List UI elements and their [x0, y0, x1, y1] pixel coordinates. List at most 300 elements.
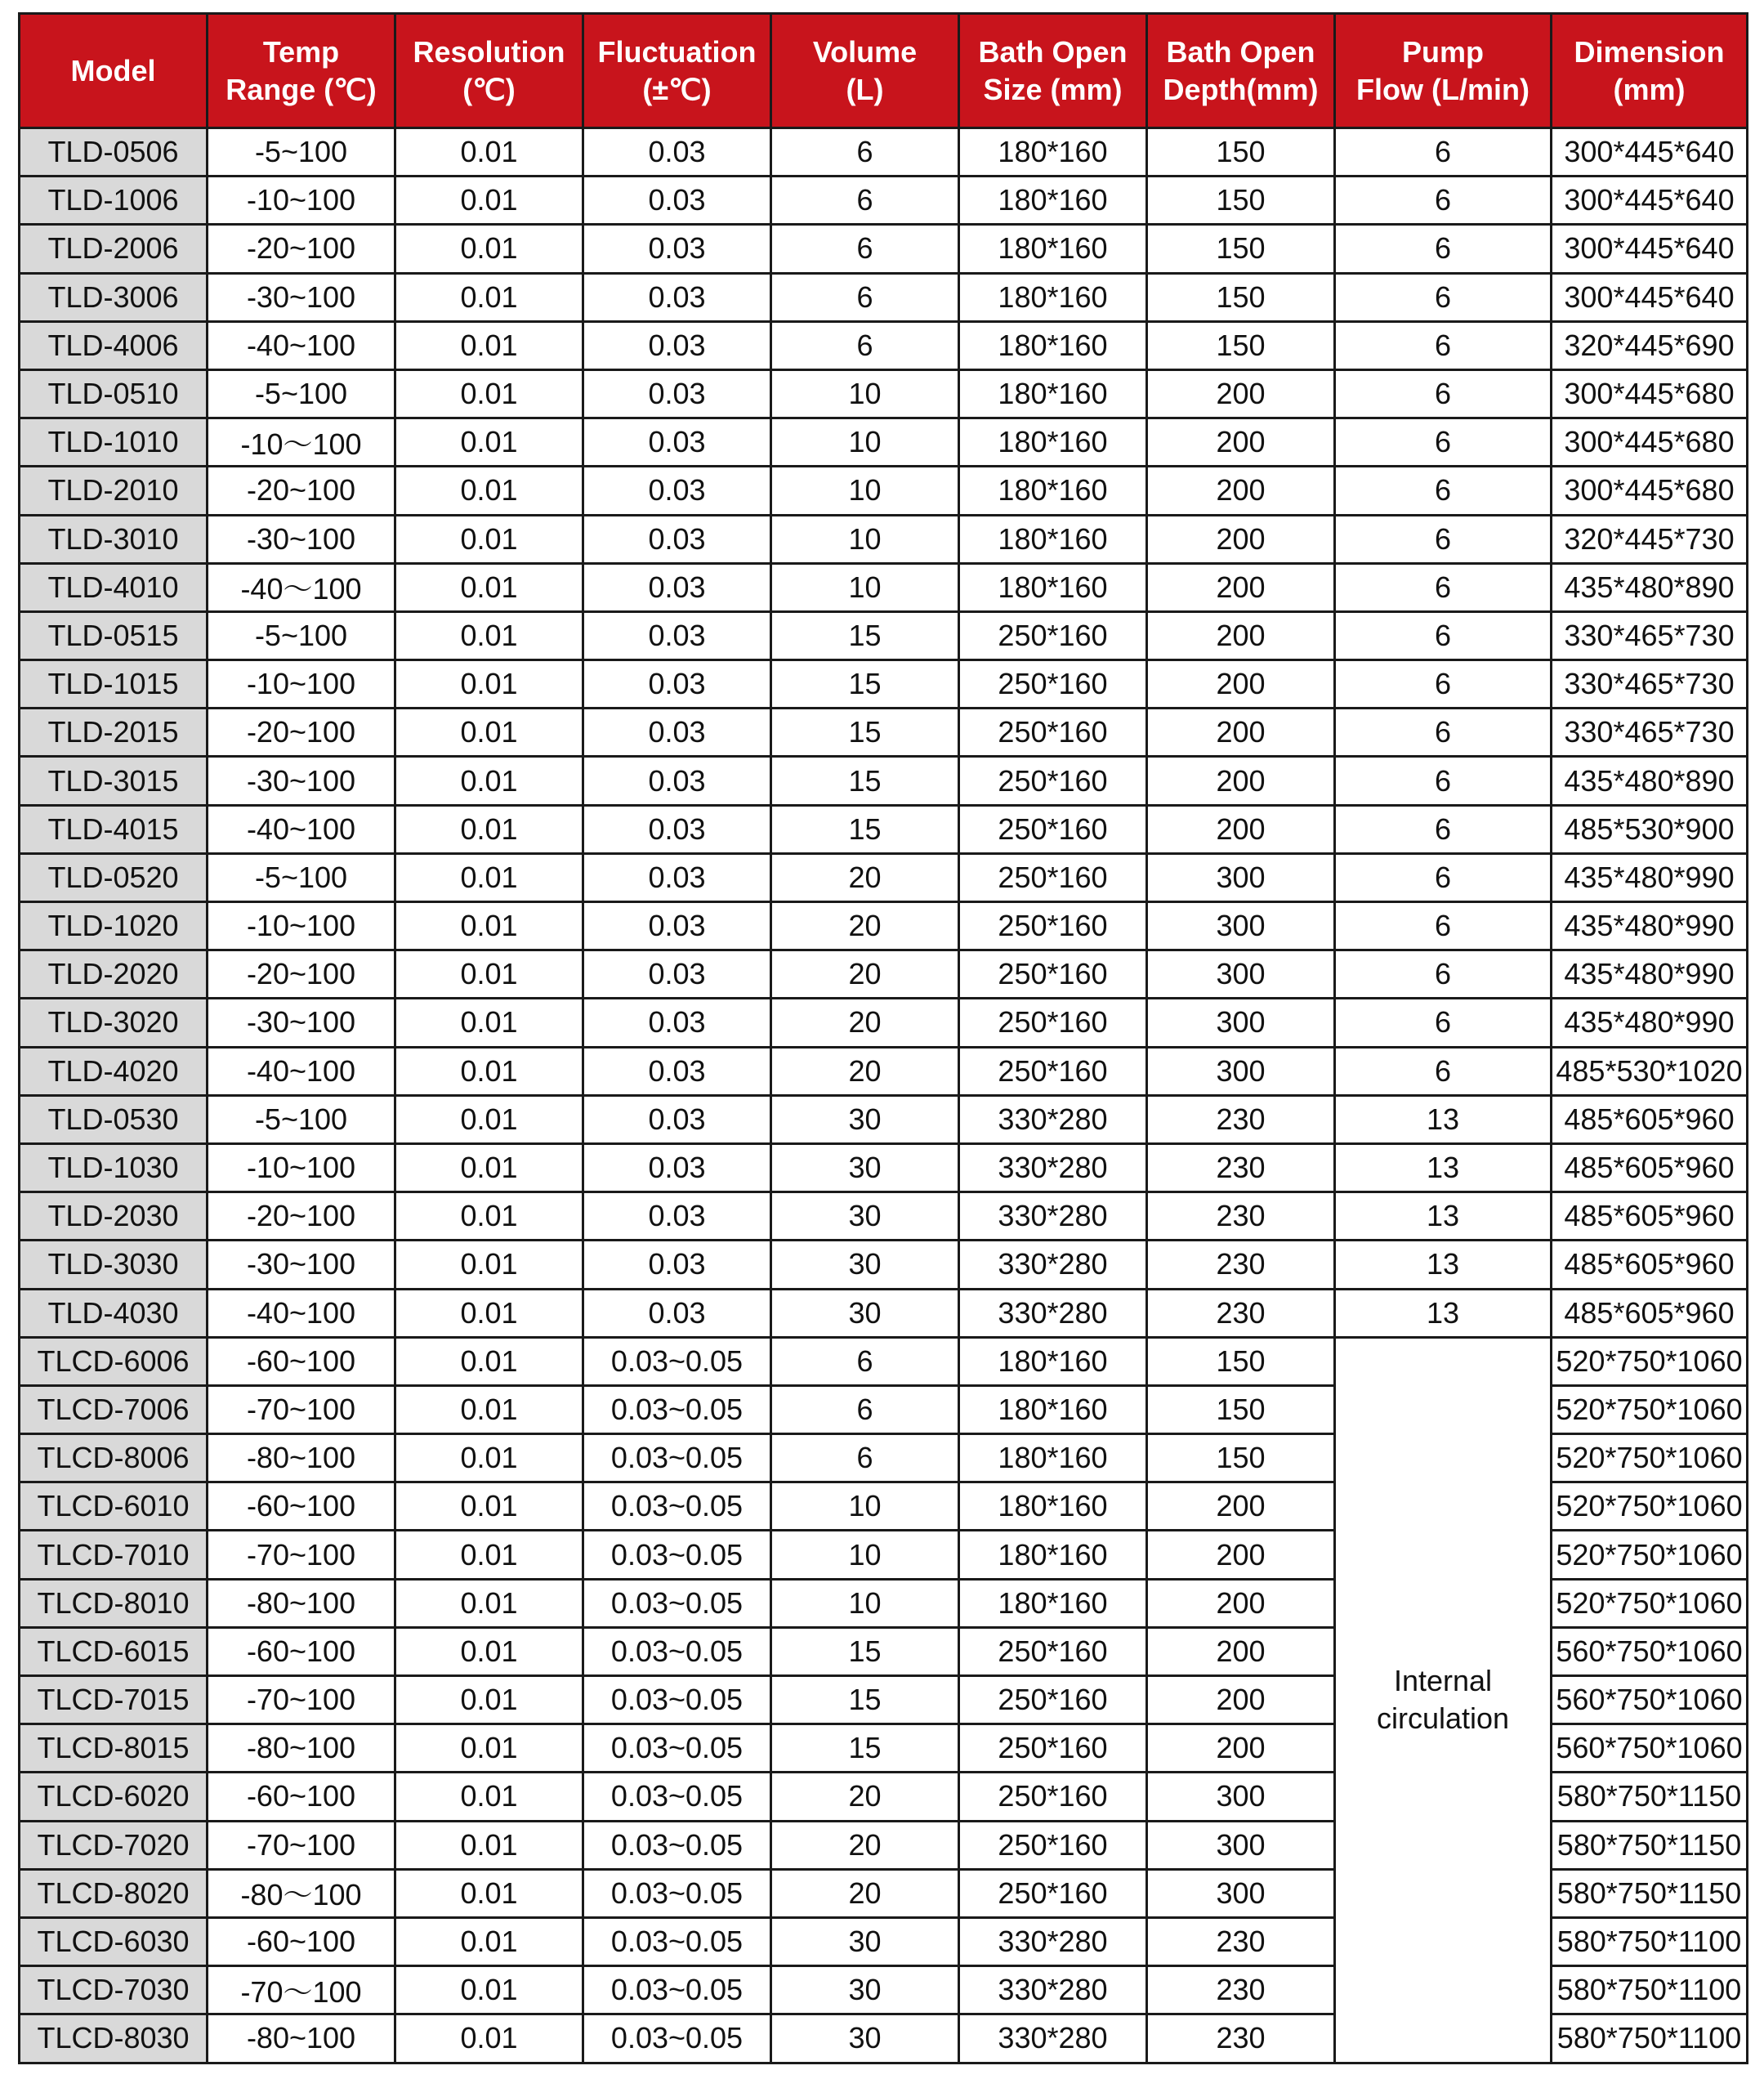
cell-fluctuation: 0.03	[583, 805, 771, 853]
cell-model: TLCD-6006	[20, 1337, 208, 1385]
cell-dimension: 300*445*640	[1552, 273, 1748, 321]
cell-bath-open-depth: 230	[1147, 1241, 1335, 1289]
cell-dimension: 560*750*1060	[1552, 1676, 1748, 1724]
cell-volume: 20	[771, 902, 959, 950]
cell-temp-range: -60~100	[208, 1482, 395, 1531]
cell-fluctuation: 0.03	[583, 1095, 771, 1143]
cell-bath-open-size: 180*160	[959, 369, 1147, 418]
table-row	[20, 660, 1748, 709]
cell-model: TLCD-7030	[20, 1966, 208, 2014]
cell-dimension: 300*445*640	[1552, 128, 1748, 177]
cell-bath-open-size: 250*160	[959, 660, 1147, 709]
cell-bath-open-depth: 200	[1147, 418, 1335, 467]
cell-dimension: 300*445*680	[1552, 467, 1748, 515]
cell-bath-open-size: 330*280	[959, 1241, 1147, 1289]
cell-model: TLD-3015	[20, 757, 208, 805]
cell-bath-open-depth: 150	[1147, 1337, 1335, 1385]
cell-volume: 6	[771, 177, 959, 225]
cell-dimension: 485*605*960	[1552, 1192, 1748, 1241]
cell-volume: 30	[771, 1192, 959, 1241]
cell-dimension: 330*465*730	[1552, 709, 1748, 757]
cell-volume: 20	[771, 1047, 959, 1095]
cell-bath-open-size: 180*160	[959, 1337, 1147, 1385]
cell-resolution: 0.01	[395, 273, 583, 321]
cell-fluctuation: 0.03	[583, 902, 771, 950]
cell-fluctuation: 0.03	[583, 467, 771, 515]
cell-fluctuation: 0.03~0.05	[583, 1385, 771, 1433]
header-temp-range: Temp Range (℃)	[208, 14, 395, 128]
cell-dimension: 520*750*1060	[1552, 1531, 1748, 1579]
cell-volume: 10	[771, 1531, 959, 1579]
cell-model: TLD-1020	[20, 902, 208, 950]
cell-bath-open-depth: 150	[1147, 1434, 1335, 1482]
cell-resolution: 0.01	[395, 515, 583, 563]
cell-volume: 10	[771, 515, 959, 563]
cell-resolution: 0.01	[395, 1531, 583, 1579]
header-fluctuation: Fluctuation (±℃)	[583, 14, 771, 128]
cell-volume: 15	[771, 1627, 959, 1675]
cell-temp-range: -20~100	[208, 1192, 395, 1241]
cell-volume: 10	[771, 1579, 959, 1627]
cell-bath-open-size: 180*160	[959, 418, 1147, 467]
cell-bath-open-depth: 150	[1147, 128, 1335, 177]
cell-bath-open-size: 180*160	[959, 225, 1147, 273]
cell-fluctuation: 0.03	[583, 1289, 771, 1337]
table-row	[20, 128, 1748, 177]
cell-bath-open-depth: 300	[1147, 1047, 1335, 1095]
cell-temp-range: -60~100	[208, 1773, 395, 1821]
cell-fluctuation: 0.03~0.05	[583, 1821, 771, 1869]
cell-bath-open-size: 330*280	[959, 1192, 1147, 1241]
table-row	[20, 1095, 1748, 1143]
cell-bath-open-depth: 200	[1147, 1724, 1335, 1773]
cell-volume: 30	[771, 1966, 959, 2014]
cell-temp-range: -40~100	[208, 805, 395, 853]
cell-fluctuation: 0.03~0.05	[583, 1917, 771, 1965]
cell-volume: 15	[771, 709, 959, 757]
table-row	[20, 177, 1748, 225]
cell-bath-open-depth: 300	[1147, 999, 1335, 1047]
cell-temp-range: -80~100	[208, 1434, 395, 1482]
cell-model: TLD-0510	[20, 369, 208, 418]
cell-bath-open-size: 250*160	[959, 1676, 1147, 1724]
cell-bath-open-depth: 150	[1147, 1385, 1335, 1433]
cell-fluctuation: 0.03~0.05	[583, 1482, 771, 1531]
cell-temp-range: -20~100	[208, 225, 395, 273]
cell-temp-range: -10~100	[208, 177, 395, 225]
cell-temp-range: -40～100	[208, 563, 395, 611]
cell-bath-open-depth: 150	[1147, 321, 1335, 369]
cell-resolution: 0.01	[395, 902, 583, 950]
cell-bath-open-size: 250*160	[959, 1627, 1147, 1675]
cell-temp-range: -80~100	[208, 2014, 395, 2063]
cell-pump-flow: 13	[1335, 1095, 1552, 1143]
cell-temp-range: -30~100	[208, 515, 395, 563]
cell-temp-range: -70~100	[208, 1531, 395, 1579]
cell-model: TLD-3020	[20, 999, 208, 1047]
cell-pump-flow: 6	[1335, 709, 1552, 757]
cell-dimension: 330*465*730	[1552, 611, 1748, 659]
cell-volume: 20	[771, 853, 959, 901]
cell-model: TLCD-8015	[20, 1724, 208, 1773]
cell-fluctuation: 0.03~0.05	[583, 1676, 771, 1724]
spec-table	[18, 12, 1748, 2064]
cell-dimension: 580*750*1150	[1552, 1773, 1748, 1821]
table-row	[20, 1143, 1748, 1192]
cell-resolution: 0.01	[395, 418, 583, 467]
cell-bath-open-depth: 300	[1147, 902, 1335, 950]
cell-bath-open-depth: 230	[1147, 1966, 1335, 2014]
cell-dimension: 435*480*990	[1552, 950, 1748, 999]
cell-bath-open-depth: 200	[1147, 611, 1335, 659]
cell-resolution: 0.01	[395, 1579, 583, 1627]
cell-temp-range: -30~100	[208, 273, 395, 321]
cell-volume: 6	[771, 128, 959, 177]
cell-resolution: 0.01	[395, 709, 583, 757]
cell-bath-open-size: 180*160	[959, 128, 1147, 177]
cell-dimension: 580*750*1100	[1552, 1966, 1748, 2014]
cell-volume: 15	[771, 757, 959, 805]
cell-bath-open-depth: 300	[1147, 1773, 1335, 1821]
cell-bath-open-size: 250*160	[959, 950, 1147, 999]
cell-volume: 6	[771, 321, 959, 369]
cell-pump-flow: 6	[1335, 369, 1552, 418]
cell-dimension: 560*750*1060	[1552, 1724, 1748, 1773]
cell-volume: 15	[771, 1724, 959, 1773]
cell-bath-open-depth: 200	[1147, 467, 1335, 515]
cell-bath-open-depth: 200	[1147, 1676, 1335, 1724]
cell-volume: 20	[771, 1821, 959, 1869]
cell-bath-open-size: 180*160	[959, 273, 1147, 321]
cell-pump-flow: 6	[1335, 177, 1552, 225]
cell-temp-range: -40~100	[208, 1289, 395, 1337]
cell-dimension: 560*750*1060	[1552, 1627, 1748, 1675]
cell-model: TLCD-6030	[20, 1917, 208, 1965]
table-row	[20, 1337, 1748, 1385]
cell-fluctuation: 0.03	[583, 225, 771, 273]
cell-resolution: 0.01	[395, 805, 583, 853]
cell-bath-open-size: 180*160	[959, 563, 1147, 611]
cell-fluctuation: 0.03~0.05	[583, 1434, 771, 1482]
table-row	[20, 902, 1748, 950]
cell-dimension: 580*750*1100	[1552, 2014, 1748, 2063]
cell-bath-open-depth: 200	[1147, 563, 1335, 611]
cell-bath-open-depth: 200	[1147, 1531, 1335, 1579]
cell-bath-open-depth: 150	[1147, 273, 1335, 321]
cell-dimension: 485*605*960	[1552, 1241, 1748, 1289]
cell-volume: 20	[771, 1773, 959, 1821]
cell-dimension: 300*445*640	[1552, 177, 1748, 225]
header-bath-open-size: Bath Open Size (mm)	[959, 14, 1147, 128]
table-row	[20, 805, 1748, 853]
cell-bath-open-depth: 200	[1147, 757, 1335, 805]
cell-temp-range: -5~100	[208, 853, 395, 901]
cell-internal-circulation	[1335, 1337, 1552, 2063]
cell-model: TLD-1015	[20, 660, 208, 709]
table-row	[20, 757, 1748, 805]
cell-bath-open-size: 180*160	[959, 515, 1147, 563]
cell-bath-open-depth: 150	[1147, 225, 1335, 273]
cell-dimension: 300*445*680	[1552, 369, 1748, 418]
cell-resolution: 0.01	[395, 1337, 583, 1385]
cell-temp-range: -60~100	[208, 1337, 395, 1385]
cell-model: TLD-4020	[20, 1047, 208, 1095]
cell-bath-open-size: 330*280	[959, 2014, 1147, 2063]
table-row	[20, 321, 1748, 369]
table-body	[20, 128, 1748, 2063]
cell-volume: 6	[771, 1337, 959, 1385]
cell-bath-open-depth: 200	[1147, 1482, 1335, 1531]
header-dimension: Dimension (mm)	[1552, 14, 1748, 128]
cell-volume: 20	[771, 999, 959, 1047]
cell-fluctuation: 0.03	[583, 563, 771, 611]
cell-fluctuation: 0.03	[583, 515, 771, 563]
cell-temp-range: -10~100	[208, 902, 395, 950]
cell-model: TLCD-7010	[20, 1531, 208, 1579]
cell-pump-flow: 6	[1335, 321, 1552, 369]
cell-resolution: 0.01	[395, 660, 583, 709]
header-resolution: Resolution (℃)	[395, 14, 583, 128]
cell-resolution: 0.01	[395, 1482, 583, 1531]
table-row	[20, 1289, 1748, 1337]
cell-pump-flow: 6	[1335, 1047, 1552, 1095]
cell-dimension: 320*445*730	[1552, 515, 1748, 563]
cell-resolution: 0.01	[395, 177, 583, 225]
cell-dimension: 485*605*960	[1552, 1143, 1748, 1192]
cell-bath-open-depth: 200	[1147, 369, 1335, 418]
cell-fluctuation: 0.03~0.05	[583, 1869, 771, 1917]
cell-bath-open-size: 250*160	[959, 805, 1147, 853]
cell-dimension: 520*750*1060	[1552, 1434, 1748, 1482]
cell-volume: 6	[771, 225, 959, 273]
cell-dimension: 485*530*1020	[1552, 1047, 1748, 1095]
cell-temp-range: -5~100	[208, 1095, 395, 1143]
cell-resolution: 0.01	[395, 128, 583, 177]
cell-bath-open-size: 250*160	[959, 1869, 1147, 1917]
cell-resolution: 0.01	[395, 1869, 583, 1917]
cell-temp-range: -5~100	[208, 611, 395, 659]
cell-dimension: 435*480*890	[1552, 563, 1748, 611]
cell-model: TLD-0530	[20, 1095, 208, 1143]
cell-bath-open-size: 250*160	[959, 757, 1147, 805]
cell-fluctuation: 0.03	[583, 1241, 771, 1289]
cell-bath-open-size: 180*160	[959, 177, 1147, 225]
cell-bath-open-size: 330*280	[959, 1966, 1147, 2014]
cell-model: TLCD-6010	[20, 1482, 208, 1531]
cell-dimension: 300*445*640	[1552, 225, 1748, 273]
cell-temp-range: -30~100	[208, 1241, 395, 1289]
cell-bath-open-depth: 200	[1147, 709, 1335, 757]
cell-model: TLD-3006	[20, 273, 208, 321]
cell-model: TLD-2006	[20, 225, 208, 273]
cell-model: TLCD-8010	[20, 1579, 208, 1627]
cell-pump-flow: 13	[1335, 1289, 1552, 1337]
cell-pump-flow: 6	[1335, 611, 1552, 659]
cell-bath-open-size: 330*280	[959, 1917, 1147, 1965]
cell-resolution: 0.01	[395, 1047, 583, 1095]
header-bath-open-depth: Bath Open Depth(mm)	[1147, 14, 1335, 128]
cell-resolution: 0.01	[395, 611, 583, 659]
cell-pump-flow: 6	[1335, 853, 1552, 901]
cell-fluctuation: 0.03	[583, 273, 771, 321]
cell-bath-open-depth: 230	[1147, 1143, 1335, 1192]
cell-pump-flow: 6	[1335, 515, 1552, 563]
cell-bath-open-size: 330*280	[959, 1095, 1147, 1143]
cell-pump-flow: 6	[1335, 757, 1552, 805]
cell-resolution: 0.01	[395, 999, 583, 1047]
cell-fluctuation: 0.03	[583, 128, 771, 177]
cell-resolution: 0.01	[395, 563, 583, 611]
cell-bath-open-size: 250*160	[959, 1047, 1147, 1095]
cell-temp-range: -10~100	[208, 660, 395, 709]
cell-bath-open-depth: 150	[1147, 177, 1335, 225]
cell-temp-range: -70~100	[208, 1385, 395, 1433]
cell-temp-range: -40~100	[208, 321, 395, 369]
cell-bath-open-size: 250*160	[959, 999, 1147, 1047]
cell-volume: 6	[771, 1385, 959, 1433]
cell-pump-flow: 6	[1335, 902, 1552, 950]
cell-dimension: 520*750*1060	[1552, 1385, 1748, 1433]
cell-bath-open-size: 330*280	[959, 1143, 1147, 1192]
cell-fluctuation: 0.03~0.05	[583, 1773, 771, 1821]
cell-dimension: 520*750*1060	[1552, 1482, 1748, 1531]
cell-model: TLD-0520	[20, 853, 208, 901]
cell-dimension: 435*480*890	[1552, 757, 1748, 805]
cell-bath-open-depth: 300	[1147, 853, 1335, 901]
cell-bath-open-size: 250*160	[959, 709, 1147, 757]
cell-bath-open-depth: 230	[1147, 1917, 1335, 1965]
cell-dimension: 320*445*690	[1552, 321, 1748, 369]
cell-fluctuation: 0.03	[583, 418, 771, 467]
cell-pump-flow: 6	[1335, 660, 1552, 709]
cell-model: TLD-2015	[20, 709, 208, 757]
cell-temp-range: -80～100	[208, 1869, 395, 1917]
cell-resolution: 0.01	[395, 1241, 583, 1289]
cell-model: TLD-4006	[20, 321, 208, 369]
cell-model: TLCD-6020	[20, 1773, 208, 1821]
cell-dimension: 485*605*960	[1552, 1289, 1748, 1337]
internal-circulation-line: circulation	[1376, 1701, 1510, 1736]
cell-model: TLD-2010	[20, 467, 208, 515]
cell-resolution: 0.01	[395, 1095, 583, 1143]
cell-resolution: 0.01	[395, 1821, 583, 1869]
cell-bath-open-size: 250*160	[959, 902, 1147, 950]
cell-fluctuation: 0.03	[583, 1192, 771, 1241]
cell-model: TLD-4010	[20, 563, 208, 611]
cell-resolution: 0.01	[395, 225, 583, 273]
cell-model: TLD-3010	[20, 515, 208, 563]
cell-volume: 6	[771, 273, 959, 321]
cell-temp-range: -60~100	[208, 1917, 395, 1965]
cell-dimension: 580*750*1150	[1552, 1821, 1748, 1869]
cell-model: TLD-1030	[20, 1143, 208, 1192]
cell-bath-open-depth: 200	[1147, 1579, 1335, 1627]
cell-model: TLD-0506	[20, 128, 208, 177]
cell-bath-open-depth: 230	[1147, 2014, 1335, 2063]
cell-fluctuation: 0.03~0.05	[583, 1724, 771, 1773]
cell-pump-flow: 6	[1335, 805, 1552, 853]
cell-temp-range: -80~100	[208, 1724, 395, 1773]
cell-resolution: 0.01	[395, 1676, 583, 1724]
cell-dimension: 485*530*900	[1552, 805, 1748, 853]
header-volume: Volume (L)	[771, 14, 959, 128]
cell-volume: 10	[771, 369, 959, 418]
cell-bath-open-size: 180*160	[959, 1482, 1147, 1531]
cell-bath-open-size: 180*160	[959, 1531, 1147, 1579]
cell-model: TLD-2020	[20, 950, 208, 999]
table-row	[20, 709, 1748, 757]
cell-dimension: 330*465*730	[1552, 660, 1748, 709]
table-row	[20, 418, 1748, 467]
cell-fluctuation: 0.03	[583, 321, 771, 369]
cell-model: TLD-3030	[20, 1241, 208, 1289]
cell-bath-open-depth: 200	[1147, 660, 1335, 709]
cell-resolution: 0.01	[395, 1385, 583, 1433]
cell-model: TLD-2030	[20, 1192, 208, 1241]
cell-pump-flow: 6	[1335, 225, 1552, 273]
cell-resolution: 0.01	[395, 1627, 583, 1675]
table-row	[20, 467, 1748, 515]
table-row	[20, 369, 1748, 418]
cell-volume: 10	[771, 418, 959, 467]
cell-temp-range: -5~100	[208, 128, 395, 177]
cell-bath-open-size: 180*160	[959, 1579, 1147, 1627]
cell-fluctuation: 0.03~0.05	[583, 1966, 771, 2014]
cell-dimension: 435*480*990	[1552, 853, 1748, 901]
cell-bath-open-depth: 230	[1147, 1289, 1335, 1337]
cell-temp-range: -30~100	[208, 757, 395, 805]
cell-resolution: 0.01	[395, 1724, 583, 1773]
cell-resolution: 0.01	[395, 369, 583, 418]
cell-pump-flow: 6	[1335, 999, 1552, 1047]
cell-volume: 15	[771, 1676, 959, 1724]
cell-fluctuation: 0.03~0.05	[583, 1337, 771, 1385]
cell-temp-range: -5~100	[208, 369, 395, 418]
cell-model: TLCD-7006	[20, 1385, 208, 1433]
cell-volume: 30	[771, 2014, 959, 2063]
cell-resolution: 0.01	[395, 321, 583, 369]
cell-fluctuation: 0.03~0.05	[583, 1531, 771, 1579]
cell-pump-flow: 6	[1335, 950, 1552, 999]
cell-bath-open-depth: 230	[1147, 1192, 1335, 1241]
cell-bath-open-size: 180*160	[959, 321, 1147, 369]
cell-dimension: 435*480*990	[1552, 902, 1748, 950]
cell-bath-open-size: 250*160	[959, 853, 1147, 901]
cell-temp-range: -70~100	[208, 1821, 395, 1869]
table-header	[20, 14, 1748, 128]
cell-volume: 10	[771, 1482, 959, 1531]
cell-bath-open-size: 250*160	[959, 1724, 1147, 1773]
cell-volume: 15	[771, 805, 959, 853]
cell-volume: 10	[771, 563, 959, 611]
cell-volume: 10	[771, 467, 959, 515]
cell-model: TLD-4030	[20, 1289, 208, 1337]
cell-resolution: 0.01	[395, 1289, 583, 1337]
cell-resolution: 0.01	[395, 1434, 583, 1482]
cell-dimension: 435*480*990	[1552, 999, 1748, 1047]
header-pump-flow: Pump Flow (L/min)	[1335, 14, 1552, 128]
header-row	[20, 14, 1748, 128]
cell-fluctuation: 0.03~0.05	[583, 1579, 771, 1627]
cell-bath-open-depth: 200	[1147, 1627, 1335, 1675]
cell-resolution: 0.01	[395, 1773, 583, 1821]
cell-pump-flow: 6	[1335, 418, 1552, 467]
cell-pump-flow: 6	[1335, 467, 1552, 515]
cell-model: TLCD-8030	[20, 2014, 208, 2063]
cell-bath-open-size: 180*160	[959, 1385, 1147, 1433]
cell-volume: 20	[771, 950, 959, 999]
cell-model: TLCD-6015	[20, 1627, 208, 1675]
